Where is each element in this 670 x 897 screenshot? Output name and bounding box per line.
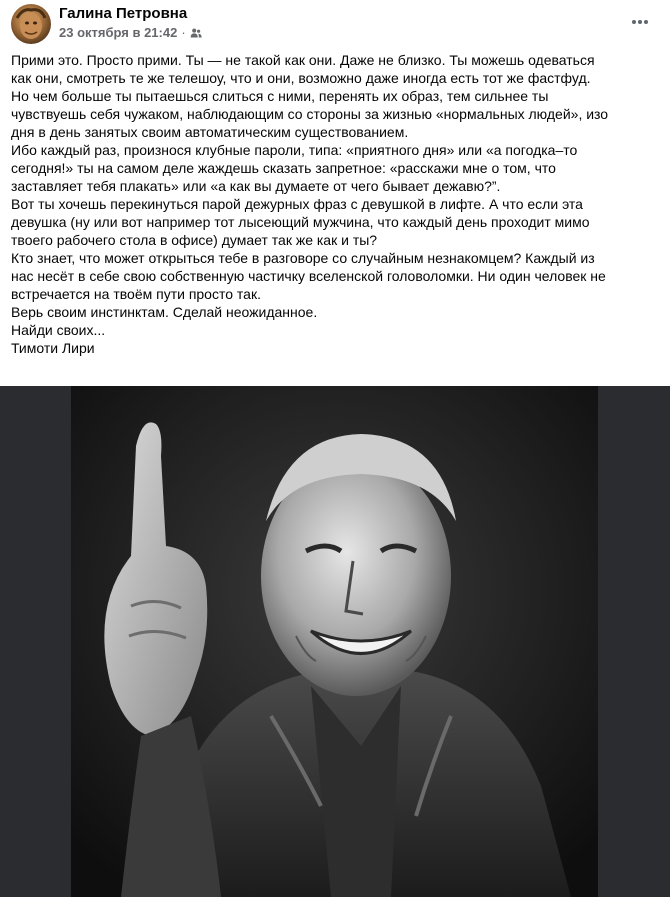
text-line: как они, смотреть те же телешоу, что и они, возможно даже иногда есть тот же фастфуд. (11, 70, 591, 86)
post-header (0, 0, 670, 48)
friends-icon[interactable] (190, 27, 202, 39)
text-line: встречается на твоём пути просто так. (11, 286, 261, 302)
text-line: Ибо каждый раз, произнося клубные пароли, типа: «приятного дня» или «а погодка–то (11, 142, 578, 158)
post-text (11, 51, 661, 357)
text-line: Верь своим инстинктам. Сделай неожиданное. (11, 304, 318, 320)
text-line: твоего рабочего стола в офисе) думает так же как и ты? (11, 232, 378, 248)
text-line: девушка (ну или вот например тот лысеющий мужчина, что каждый день проходит мимо (11, 214, 590, 230)
text-line: сегодня!» ты на самом деле жаждешь сказать запретное: «расскажи мне о том, что (11, 160, 556, 176)
author-name[interactable]: Галина Петровна (59, 5, 188, 22)
author-avatar[interactable] (11, 4, 51, 44)
post-timestamp[interactable]: 23 октября в 21:42 (59, 25, 178, 40)
text-line: Кто знает, что может открыться тебе в разговоре со случайным незнакомцем? Каждый из (11, 250, 595, 266)
meta-separator: · (181, 25, 186, 40)
text-line: Но чем больше ты пытаешься слиться с ними, перенять их образ, тем сильнее ты (11, 88, 549, 104)
text-line: Прими это. Просто прими. Ты — не такой как они. Даже не близко. Ты можешь одеваться (11, 52, 595, 68)
post-meta (59, 25, 202, 40)
more-options-button[interactable] (628, 10, 652, 34)
text-line: Вот ты хочешь перекинуться парой дежурных фраз с девушкой в лифте. А что если эта (11, 196, 583, 212)
text-line: Найди своих... (11, 322, 106, 338)
text-line: нас несёт в себе свою собственную частичку вселенской головоломки. Ни один человек не (11, 268, 606, 284)
post-photo[interactable] (0, 386, 670, 897)
text-line: заставляет тебя плакать» или «а как вы думаете от чего бывает дежавю?”. (11, 178, 501, 194)
text-line: чувствуешь себя чужаком, наблюдающим со стороны за жизнью «нормальных людей», изо (11, 106, 609, 122)
photo-image (71, 386, 598, 897)
text-line: Тимоти Лири (11, 340, 95, 356)
more-horizontal-icon (630, 12, 650, 32)
text-line: дня в день занятых своим автоматическим существованием. (11, 124, 409, 140)
avatar-image (11, 4, 51, 44)
